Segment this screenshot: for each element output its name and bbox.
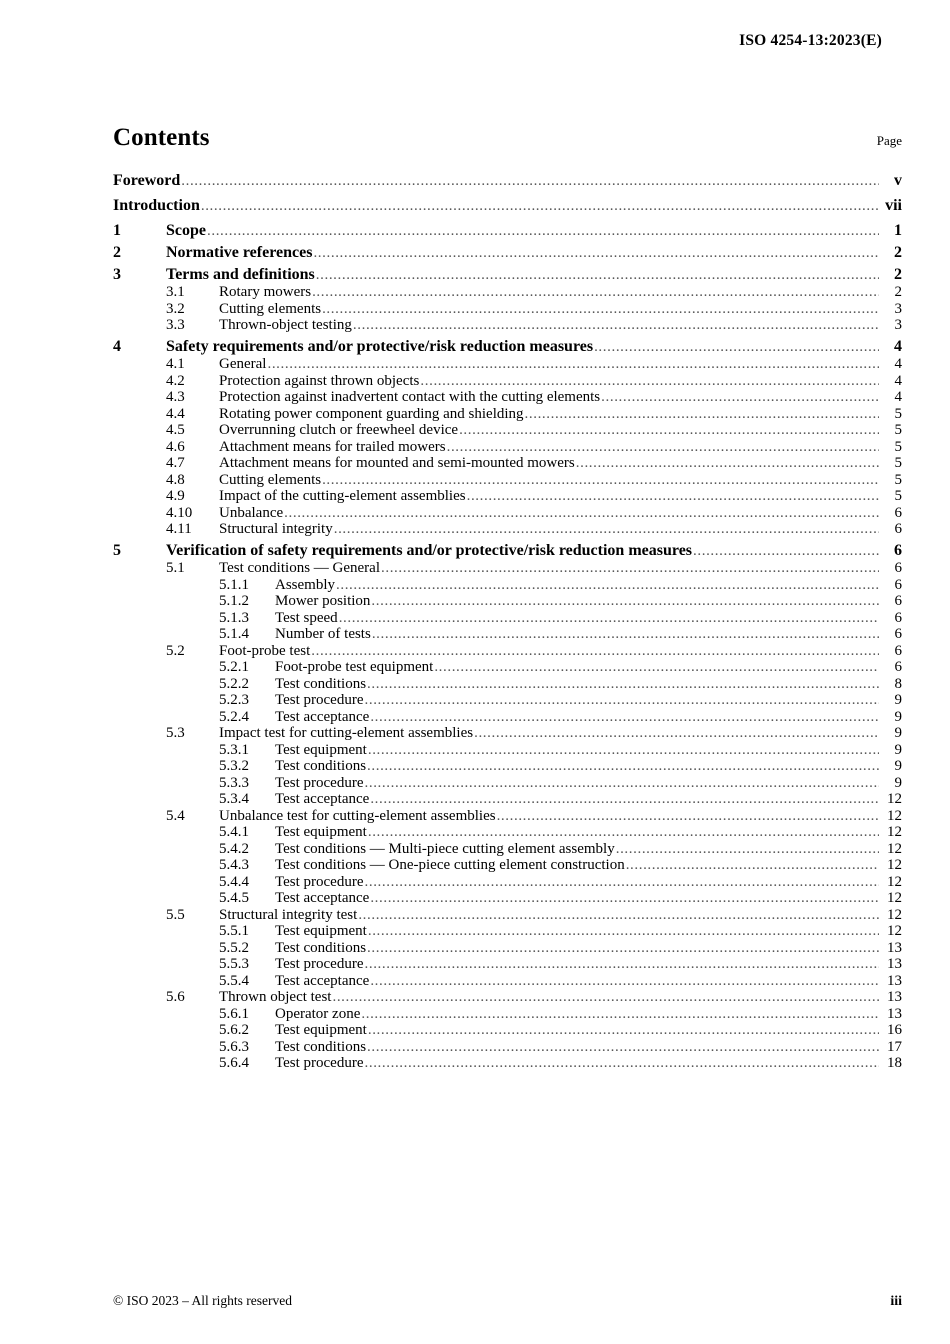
toc-entry[interactable] (113, 223, 902, 239)
toc-entry-title: Thrown object test (219, 989, 332, 1005)
toc-entry-title: Impact of the cutting-element assemblies (219, 488, 466, 504)
toc-leader-dots (207, 223, 879, 239)
toc-entry-title: Test conditions (275, 939, 367, 956)
toc-leader-dots (370, 973, 879, 989)
toc-entry-page: 2 (894, 266, 902, 283)
toc-entry-page: 18 (887, 1055, 902, 1071)
toc-entry-number: 5.4.1 (219, 824, 249, 840)
toc-entry[interactable] (113, 989, 902, 1005)
copyright-notice: © ISO 2023 – All rights reserved (113, 1293, 292, 1308)
toc-entry-number: 2 (113, 244, 121, 261)
toc-entry-page: 12 (887, 873, 902, 890)
page-number: iii (890, 1294, 902, 1309)
toc-entry-number: 5.5.4 (219, 972, 249, 989)
toc-entry-page: 5 (894, 471, 902, 488)
toc-entry-title: Test conditions (275, 758, 367, 774)
toc-entry-page: 4 (894, 338, 902, 355)
toc-leader-dots (313, 245, 879, 261)
toc-entry-title: Foot-probe test equipment (275, 659, 434, 675)
toc-entry[interactable] (113, 874, 902, 890)
toc-entry-page: 12 (887, 857, 902, 873)
toc-entry[interactable] (113, 940, 902, 956)
toc-entry[interactable] (113, 841, 902, 857)
toc-entry[interactable] (113, 659, 902, 675)
toc-entry[interactable] (113, 923, 902, 939)
toc-leader-dots (316, 267, 879, 283)
toc-entry-page: 6 (894, 593, 902, 609)
toc-leader-dots (370, 791, 879, 807)
toc-leader-dots (367, 758, 879, 774)
toc-leader-dots (616, 841, 879, 857)
toc-entry-number: 1 (113, 222, 121, 239)
toc-leader-dots (372, 626, 879, 642)
toc-entry-page: 6 (894, 542, 902, 559)
toc-entry-title: Test conditions — One-piece cutting element construction (275, 857, 625, 873)
toc-leader-dots (339, 610, 879, 626)
toc-entry-title: Scope (166, 222, 206, 239)
toc-entry-page: 9 (894, 774, 902, 791)
toc-entry[interactable] (113, 245, 902, 261)
toc-entry-page: 3 (894, 317, 902, 333)
toc-entry[interactable] (113, 725, 902, 741)
toc-entry-title: Test conditions — Multi-piece cutting element assembly (275, 840, 615, 857)
toc-entry-title: Impact test for cutting-element assemblies (219, 725, 474, 741)
toc-entry-title: Foot-probe test (219, 642, 311, 659)
toc-entry-number: 5.4.4 (219, 873, 249, 890)
toc-leader-dots (368, 824, 879, 840)
toc-entry-page: 13 (887, 939, 902, 956)
table-of-contents (113, 173, 902, 1071)
toc-entry-page: 6 (894, 626, 902, 642)
toc-entry-number: 4.9 (166, 488, 185, 504)
toc-entry-number: 4.11 (166, 521, 192, 537)
toc-entry[interactable] (113, 422, 902, 438)
toc-entry-title: Test conditions (275, 1038, 367, 1055)
toc-entry-page: 4 (894, 389, 902, 405)
toc-entry[interactable] (113, 439, 902, 455)
page-title: Contents (113, 124, 210, 151)
toc-entry-number: 5.6.2 (219, 1022, 249, 1038)
toc-leader-dots (367, 1039, 879, 1055)
toc-entry-title: Assembly (275, 576, 335, 593)
toc-entry-title: Mower position (275, 593, 371, 609)
toc-entry-number: 5.1 (166, 560, 185, 576)
toc-entry-page: 12 (887, 840, 902, 857)
toc-leader-dots (365, 874, 880, 890)
toc-entry-title: Number of tests (275, 626, 371, 642)
toc-entry[interactable] (113, 1039, 902, 1055)
toc-entry-page: 9 (894, 708, 902, 725)
toc-leader-dots (358, 907, 879, 923)
toc-leader-dots (361, 1006, 879, 1022)
toc-entry-number: 3.3 (166, 317, 185, 333)
toc-entry-page: 13 (887, 1005, 902, 1022)
toc-leader-dots (322, 472, 879, 488)
toc-leader-dots (381, 560, 879, 576)
toc-entry-page: 9 (894, 741, 902, 758)
toc-entry-title: Attachment means for mounted and semi-mounted mowers (219, 455, 575, 471)
toc-entry-number: 5.3 (166, 725, 185, 741)
toc-leader-dots (693, 543, 879, 559)
toc-entry-number: 5.2.4 (219, 708, 249, 725)
toc-entry-page: v (894, 172, 902, 189)
toc-entry-title: Attachment means for trailed mowers (219, 438, 446, 455)
toc-leader-dots (353, 317, 879, 333)
toc-entry-number: 5.4.2 (219, 840, 249, 857)
toc-entry-title: Test equipment (275, 741, 367, 758)
toc-leader-dots (474, 725, 879, 741)
toc-entry-page: 5 (894, 422, 902, 438)
toc-leader-dots (322, 301, 879, 317)
toc-entry-title: Test equipment (275, 824, 367, 840)
contents-section (113, 124, 902, 1072)
toc-entry-number: 4.10 (166, 504, 193, 521)
toc-entry-page: 13 (887, 956, 902, 972)
toc-entry-title: Introduction (113, 197, 200, 214)
toc-entry[interactable] (113, 709, 902, 725)
toc-entry-number: 5.3.3 (219, 774, 249, 791)
toc-entry[interactable] (113, 758, 902, 774)
toc-entry-number: 5.2.1 (219, 659, 249, 675)
toc-entry-number: 5.1.3 (219, 609, 249, 626)
toc-entry-number: 3 (113, 266, 121, 283)
toc-leader-dots (467, 488, 879, 504)
toc-entry-title: Cutting elements (219, 471, 322, 488)
toc-entry-page: 3 (894, 300, 902, 317)
toc-entry-page: 12 (887, 791, 902, 807)
toc-entry[interactable] (113, 742, 902, 758)
toc-leader-dots (365, 775, 880, 791)
toc-entry[interactable] (113, 543, 902, 559)
document-footer (113, 1293, 902, 1310)
toc-entry[interactable] (113, 1022, 902, 1038)
page-column-label: Page (876, 133, 902, 148)
toc-entry-page: 9 (894, 725, 902, 741)
toc-entry[interactable] (113, 472, 902, 488)
toc-entry-page: 12 (887, 807, 902, 824)
toc-entry-title: Test procedure (275, 1055, 364, 1071)
toc-entry-number: 5.3.1 (219, 741, 249, 758)
toc-leader-dots (525, 406, 879, 422)
toc-entry-page: 6 (894, 642, 902, 659)
toc-entry-page: 6 (894, 521, 902, 537)
toc-entry-page: 13 (887, 989, 902, 1005)
toc-leader-dots (284, 505, 879, 521)
toc-entry-number: 4.7 (166, 455, 185, 471)
toc-entry[interactable] (113, 317, 902, 333)
toc-entry[interactable] (113, 907, 902, 923)
toc-entry-title: Test conditions — General (219, 560, 380, 576)
toc-entry-number: 5.3.2 (219, 758, 249, 774)
toc-leader-dots (576, 455, 879, 471)
toc-leader-dots (370, 890, 879, 906)
toc-entry[interactable] (113, 775, 902, 791)
toc-entry-title: Cutting elements (219, 300, 322, 317)
toc-entry[interactable] (113, 808, 902, 824)
document-header: ISO 4254-13:2023(E) (739, 32, 882, 49)
toc-entry-number: 4.1 (166, 356, 185, 372)
toc-leader-dots (368, 1022, 879, 1038)
toc-entry-number: 5.3.4 (219, 791, 249, 807)
toc-leader-dots (626, 857, 879, 873)
toc-entry-page: 5 (894, 438, 902, 455)
toc-leader-dots (447, 439, 879, 455)
toc-entry[interactable] (113, 577, 902, 593)
toc-entry-number: 4.4 (166, 405, 185, 422)
toc-entry-title: Rotary mowers (219, 284, 312, 300)
toc-leader-dots (367, 940, 879, 956)
toc-entry[interactable] (113, 505, 902, 521)
toc-entry[interactable] (113, 626, 902, 642)
toc-entry-title: Test equipment (275, 1022, 367, 1038)
toc-entry[interactable] (113, 593, 902, 609)
toc-leader-dots (459, 422, 879, 438)
toc-leader-dots (594, 339, 879, 355)
toc-entry-number: 5.6.1 (219, 1005, 249, 1022)
toc-entry-page: 16 (887, 1022, 902, 1038)
toc-entry[interactable] (113, 890, 902, 906)
toc-entry[interactable] (113, 676, 902, 692)
toc-entry[interactable] (113, 198, 902, 214)
toc-entry[interactable] (113, 173, 902, 189)
toc-entry-title: Foreword (113, 172, 181, 189)
toc-entry-number: 5.1.1 (219, 576, 249, 593)
toc-entry-number: 5.5.1 (219, 923, 249, 939)
toc-entry-number: 5.2 (166, 642, 185, 659)
toc-entry-number: 4 (113, 338, 121, 355)
toc-leader-dots (370, 709, 879, 725)
toc-entry-number: 5.4.3 (219, 857, 249, 873)
toc-entry-title: Safety requirements and/or protective/risk reduction measures (166, 338, 594, 355)
toc-entry-number: 3.2 (166, 300, 185, 317)
toc-leader-dots (434, 659, 879, 675)
toc-entry-number: 4.6 (166, 438, 185, 455)
toc-entry-number: 5.1.2 (219, 593, 249, 609)
toc-entry-number: 5.2.3 (219, 692, 249, 708)
toc-entry-page: 9 (894, 758, 902, 774)
toc-leader-dots (601, 389, 879, 405)
toc-entry[interactable] (113, 973, 902, 989)
toc-entry-page: 9 (894, 692, 902, 708)
toc-entry-number: 4.8 (166, 471, 185, 488)
toc-entry-title: Test equipment (275, 923, 367, 939)
toc-entry-number: 5.6.3 (219, 1038, 249, 1055)
toc-entry-number: 5.5.2 (219, 939, 249, 956)
toc-entry-title: Test procedure (275, 692, 364, 708)
toc-entry-page: 6 (894, 560, 902, 576)
toc-entry-title: Test acceptance (275, 708, 370, 725)
toc-entry-number: 5 (113, 542, 121, 559)
toc-entry[interactable] (113, 267, 902, 283)
toc-entry-number: 3.1 (166, 284, 185, 300)
toc-entry-page: 6 (894, 609, 902, 626)
toc-entry[interactable] (113, 455, 902, 471)
toc-entry-title: Protection against inadvertent contact with the cutting elements (219, 389, 601, 405)
toc-entry-title: Test acceptance (275, 972, 370, 989)
toc-entry[interactable] (113, 521, 902, 537)
toc-leader-dots (201, 198, 879, 214)
toc-entry-title: Test procedure (275, 873, 364, 890)
toc-leader-dots (336, 577, 879, 593)
toc-entry[interactable] (113, 857, 902, 873)
toc-entry-page: 12 (887, 923, 902, 939)
toc-entry-page: 17 (887, 1038, 902, 1055)
toc-entry-page: 4 (894, 372, 902, 389)
toc-entry-number: 5.5.3 (219, 956, 249, 972)
toc-entry-title: Structural integrity (219, 521, 333, 537)
toc-entry-title: Rotating power component guarding and shielding (219, 405, 524, 422)
toc-entry[interactable] (113, 406, 902, 422)
toc-entry-page: 4 (894, 356, 902, 372)
toc-entry[interactable] (113, 560, 902, 576)
toc-entry-page: vii (885, 197, 902, 214)
toc-leader-dots (332, 989, 879, 1005)
toc-entry[interactable] (113, 1055, 902, 1071)
toc-entry-title: Protection against thrown objects (219, 372, 420, 389)
toc-leader-dots (181, 173, 879, 189)
toc-entry-number: 4.2 (166, 372, 185, 389)
toc-entry-title: Thrown-object testing (219, 317, 352, 333)
contents-title-row (113, 124, 902, 152)
toc-entry[interactable] (113, 692, 902, 708)
toc-entry[interactable] (113, 301, 902, 317)
toc-entry-page: 1 (894, 222, 902, 239)
toc-leader-dots (365, 692, 880, 708)
toc-entry-title: Normative references (166, 244, 313, 261)
toc-entry-title: Unbalance test for cutting-element assemblies (219, 807, 496, 824)
toc-entry[interactable] (113, 956, 902, 972)
toc-leader-dots (334, 521, 879, 537)
toc-entry-title: Test conditions (275, 675, 367, 692)
toc-entry[interactable] (113, 389, 902, 405)
toc-entry[interactable] (113, 373, 902, 389)
toc-entry[interactable] (113, 791, 902, 807)
toc-entry-page: 8 (894, 675, 902, 692)
toc-entry-title: Verification of safety requirements and/or protective/risk reduction measures (166, 542, 693, 559)
toc-entry-number: 5.5 (166, 906, 185, 923)
toc-entry-page: 6 (894, 659, 902, 675)
toc-entry-title: General (219, 356, 267, 372)
toc-entry[interactable] (113, 824, 902, 840)
toc-entry-page: 6 (894, 504, 902, 521)
toc-entry-number: 5.1.4 (219, 626, 249, 642)
toc-entry-page: 5 (894, 488, 902, 504)
toc-entry-title: Test acceptance (275, 791, 370, 807)
toc-entry-title: Structural integrity test (219, 906, 358, 923)
toc-entry-title: Test speed (275, 609, 338, 626)
toc-entry[interactable] (113, 610, 902, 626)
toc-entry[interactable] (113, 339, 902, 355)
toc-leader-dots (420, 373, 879, 389)
toc-entry-number: 5.2.2 (219, 675, 249, 692)
toc-entry-number: 5.4.5 (219, 890, 249, 906)
toc-entry-title: Test acceptance (275, 890, 370, 906)
toc-entry-number: 5.4 (166, 807, 185, 824)
toc-entry-title: Test procedure (275, 774, 364, 791)
toc-entry-page: 12 (887, 906, 902, 923)
toc-entry-page: 5 (894, 455, 902, 471)
toc-entry-page: 5 (894, 405, 902, 422)
toc-leader-dots (267, 356, 879, 372)
toc-entry-number: 5.6.4 (219, 1055, 249, 1071)
toc-entry[interactable] (113, 488, 902, 504)
toc-entry[interactable] (113, 643, 902, 659)
toc-leader-dots (368, 742, 879, 758)
toc-entry-page: 2 (894, 284, 902, 300)
toc-leader-dots (312, 284, 879, 300)
toc-entry[interactable] (113, 1006, 902, 1022)
toc-entry-title: Terms and definitions (166, 266, 315, 283)
toc-entry-title: Operator zone (275, 1005, 361, 1022)
toc-entry-title: Unbalance (219, 504, 284, 521)
toc-entry-page: 12 (887, 824, 902, 840)
toc-entry-number: 4.5 (166, 422, 185, 438)
toc-leader-dots (311, 643, 879, 659)
toc-entry-title: Overrunning clutch or freewheel device (219, 422, 459, 438)
toc-leader-dots (365, 956, 880, 972)
toc-entry-page: 2 (894, 244, 902, 261)
toc-leader-dots (365, 1055, 880, 1071)
toc-entry-page: 12 (887, 890, 902, 906)
toc-leader-dots (368, 923, 879, 939)
toc-entry[interactable] (113, 356, 902, 372)
toc-leader-dots (371, 593, 879, 609)
toc-entry[interactable] (113, 284, 902, 300)
toc-entry-page: 6 (894, 576, 902, 593)
toc-leader-dots (367, 676, 879, 692)
toc-entry-title: Test procedure (275, 956, 364, 972)
toc-entry-number: 5.6 (166, 989, 185, 1005)
toc-entry-number: 4.3 (166, 389, 185, 405)
toc-entry-page: 13 (887, 972, 902, 989)
toc-leader-dots (497, 808, 879, 824)
